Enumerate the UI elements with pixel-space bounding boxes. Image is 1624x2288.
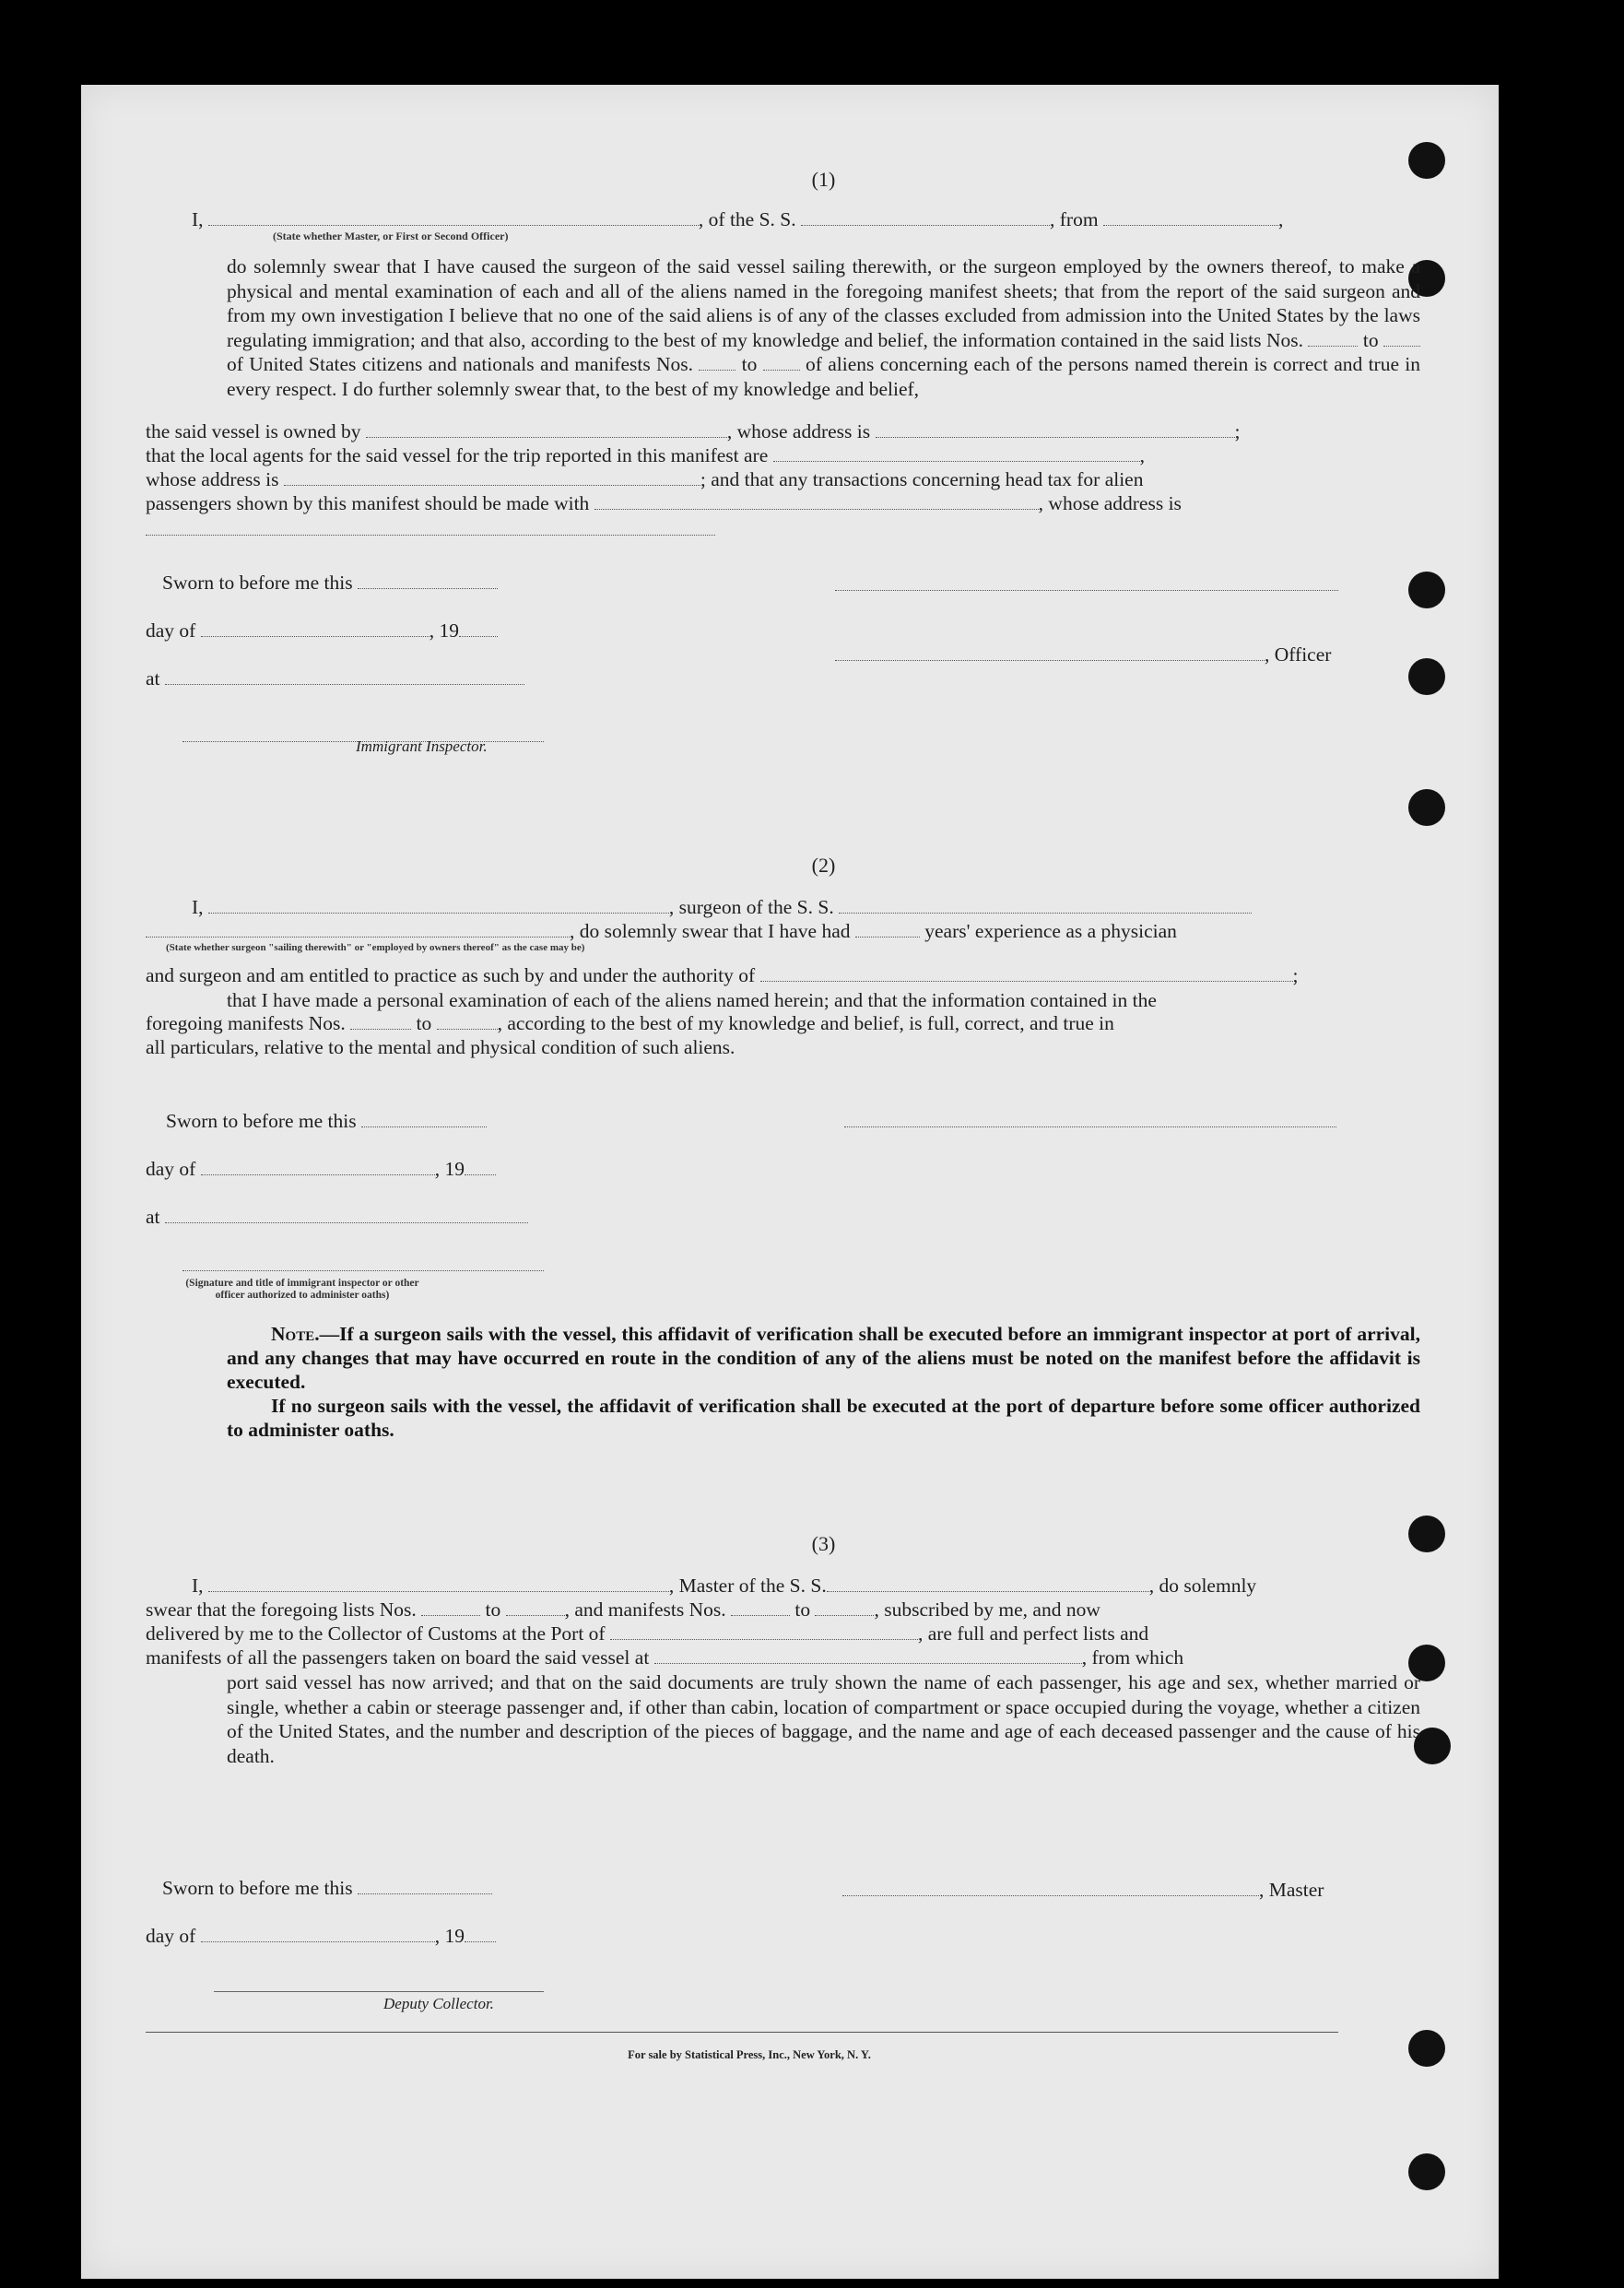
lists-line bbox=[146, 1598, 1100, 1622]
port-blank[interactable] bbox=[610, 1622, 918, 1640]
text: Sworn to before me this bbox=[166, 1110, 357, 1132]
text: swear that the foregoing lists Nos. bbox=[146, 1598, 417, 1621]
surgeon-status-blank[interactable] bbox=[146, 920, 570, 938]
at-blank[interactable] bbox=[165, 667, 524, 685]
manifests-from-blank[interactable] bbox=[350, 1012, 411, 1030]
text: the said vessel is owned by bbox=[146, 420, 361, 442]
text: at bbox=[146, 667, 160, 690]
vessel-name-blank[interactable] bbox=[801, 208, 1050, 226]
manifests-to-blank[interactable] bbox=[763, 353, 800, 371]
text: , do solemnly swear that I have had bbox=[570, 920, 851, 942]
year-blank[interactable] bbox=[459, 619, 498, 637]
section-number: (3) bbox=[811, 1532, 836, 1555]
sworn-line bbox=[162, 1877, 492, 1900]
text: , 19 bbox=[434, 1158, 465, 1180]
surgeon-name-blank[interactable] bbox=[208, 896, 669, 914]
officer-title-blank[interactable] bbox=[835, 643, 1265, 661]
text: If no surgeon sails with the vessel, the affidavit of verification shall be executed at the port of departure before some officer authorized to administer oaths. bbox=[227, 1395, 1420, 1441]
text: , bbox=[1139, 444, 1145, 466]
year-blank[interactable] bbox=[465, 1158, 496, 1175]
collector-caption: Deputy Collector. bbox=[383, 1995, 494, 2012]
agents-address-line bbox=[146, 468, 1143, 491]
master-signature-line bbox=[842, 1879, 1324, 1902]
footer-printer: For sale by Statistical Press, Inc., New York, N. Y. bbox=[628, 2048, 871, 2061]
at-blank[interactable] bbox=[165, 1206, 528, 1223]
text: , Master of the S. S. bbox=[668, 1574, 827, 1597]
agents-line bbox=[146, 444, 1145, 467]
boarded-line bbox=[146, 1646, 1183, 1669]
text: , whose address is bbox=[726, 420, 871, 442]
manifests-to-blank[interactable] bbox=[815, 1598, 874, 1616]
text: I, bbox=[192, 1574, 204, 1597]
text: to bbox=[1362, 328, 1379, 351]
examination-paragraph bbox=[227, 988, 1420, 1013]
text: , 19 bbox=[434, 1925, 465, 1947]
text: to bbox=[741, 353, 758, 375]
day-blank[interactable] bbox=[201, 619, 430, 637]
lists-to-blank[interactable] bbox=[1383, 329, 1420, 347]
lists-to-blank[interactable] bbox=[506, 1598, 565, 1616]
text: , Officer bbox=[1265, 643, 1332, 666]
footer-rule bbox=[146, 2032, 1338, 2033]
official-signature-blank[interactable] bbox=[182, 1254, 544, 1271]
master-line bbox=[192, 1574, 1256, 1598]
master-signature-blank[interactable] bbox=[842, 1879, 1259, 1896]
vessel-name-blank[interactable] bbox=[839, 896, 1252, 914]
master-name-blank[interactable] bbox=[208, 1574, 669, 1592]
manifests-from-blank[interactable] bbox=[699, 353, 736, 371]
text: , do solemnly bbox=[1148, 1574, 1257, 1597]
sworn-date-blank[interactable] bbox=[358, 1877, 492, 1894]
text: to bbox=[794, 1598, 811, 1621]
text: to bbox=[416, 1012, 432, 1034]
text: of aliens concerning each of the persons named therein is correct and true in every respect. I do further solemnly swear that, to the best of my knowledge and belief, bbox=[227, 353, 1421, 400]
text: that the local agents for the said vessel for the trip reported in this manifest are bbox=[146, 444, 769, 466]
text: delivered by me to the Collector of Customs at the Port of bbox=[146, 1622, 606, 1645]
owner-line bbox=[146, 420, 1240, 443]
inspector-caption: Immigrant Inspector. bbox=[356, 737, 488, 755]
officer-title-line bbox=[835, 643, 1331, 666]
text: I, bbox=[192, 896, 204, 918]
manifests-to-blank[interactable] bbox=[437, 1012, 498, 1030]
text: Sworn to before me this bbox=[162, 572, 353, 594]
head-tax-party-blank[interactable] bbox=[594, 492, 1039, 510]
punch-hole bbox=[1408, 2153, 1445, 2190]
surgeon-caption: (State whether surgeon "sailing therewith" or "employed by owners thereof" as the case may be) bbox=[166, 942, 585, 953]
from-blank[interactable] bbox=[1103, 208, 1278, 226]
text: —If a surgeon sails with the vessel, this affidavit of verification shall be executed before an immigrant inspector at port of arrival, and any changes that may have occurred en route in the condition of any of the aliens must be noted on the manifest before the affidavit is executed. bbox=[227, 1323, 1420, 1393]
text: , from which bbox=[1081, 1646, 1184, 1669]
text: , surgeon of the S. S. bbox=[668, 896, 834, 918]
authority-blank[interactable] bbox=[760, 964, 1293, 982]
text: , 19 bbox=[429, 619, 459, 642]
text: foregoing manifests Nos. bbox=[146, 1012, 346, 1034]
punch-hole bbox=[1408, 572, 1445, 608]
text: , bbox=[1277, 208, 1284, 230]
text: , and manifests Nos. bbox=[564, 1598, 726, 1621]
agents-address-blank[interactable] bbox=[284, 468, 700, 486]
lists-from-blank[interactable] bbox=[1308, 329, 1358, 347]
owner-address-blank[interactable] bbox=[876, 420, 1235, 438]
text: , from bbox=[1050, 208, 1099, 230]
officer-caption: (State whether Master, or First or Second Officer) bbox=[273, 230, 509, 242]
text: , are full and perfect lists and bbox=[917, 1622, 1149, 1645]
note-label: Note. bbox=[271, 1323, 320, 1345]
lists-from-blank[interactable] bbox=[421, 1598, 480, 1616]
text: passengers shown by this manifest should be made with bbox=[146, 492, 590, 514]
owner-blank[interactable] bbox=[366, 420, 727, 438]
sworn-line bbox=[162, 572, 498, 595]
text: manifests of all the passengers taken on board the said vessel at bbox=[146, 1646, 650, 1669]
agents-blank[interactable] bbox=[773, 444, 1140, 462]
day-blank[interactable] bbox=[201, 1158, 435, 1175]
text: , Master bbox=[1259, 1879, 1324, 1901]
year-blank[interactable] bbox=[465, 1925, 496, 1942]
text: at bbox=[146, 1206, 160, 1228]
text: , whose address is bbox=[1038, 492, 1182, 514]
section-number: (1) bbox=[811, 168, 836, 191]
text: of United States citizens and nationals and manifests Nos. bbox=[227, 353, 694, 375]
port-line bbox=[146, 1622, 1148, 1645]
text: years' experience as a physician bbox=[924, 920, 1177, 942]
note-paragraph-2 bbox=[227, 1394, 1420, 1442]
sworn-date-blank[interactable] bbox=[361, 1110, 487, 1127]
text: Sworn to before me this bbox=[162, 1877, 353, 1899]
text: I, bbox=[192, 208, 204, 230]
day-line bbox=[146, 619, 498, 643]
surgeon-line bbox=[192, 896, 1252, 919]
text: whose address is bbox=[146, 468, 279, 490]
officer-signature-blank[interactable] bbox=[835, 573, 1338, 591]
authority-line bbox=[146, 964, 1298, 987]
text: , according to the best of my knowledge and belief, is full, correct, and true in bbox=[497, 1012, 1114, 1034]
at-line bbox=[146, 1206, 528, 1229]
text: ; bbox=[1234, 420, 1241, 442]
sworn-line bbox=[166, 1110, 487, 1133]
head-tax-line bbox=[146, 492, 1182, 515]
day-line bbox=[146, 1158, 496, 1181]
day-line bbox=[146, 1925, 496, 1948]
officer-name-blank[interactable] bbox=[208, 208, 699, 226]
master-oath-paragraph: port said vessel has now arrived; and that on the said documents are truly shown the name of each passenger, his age and sex, whether married or single, whether a cabin or steerage passenger and, if other than cabin, location of compartment or space occupied during the voyage, whether a citizen of the United States, and the number and description of the pieces of baggage, and the name and age of each deceased passenger and the cause of his death. bbox=[227, 1671, 1420, 1767]
text: day of bbox=[146, 1158, 196, 1180]
day-blank[interactable] bbox=[201, 1925, 435, 1942]
oath-paragraph-1 bbox=[227, 254, 1420, 401]
officer-line bbox=[192, 208, 1283, 231]
sworn-date-blank[interactable] bbox=[358, 572, 498, 589]
punch-hole bbox=[1408, 789, 1445, 826]
punch-hole bbox=[1408, 658, 1445, 695]
manifests-line bbox=[146, 1012, 1114, 1035]
collector-signature-blank[interactable] bbox=[214, 1975, 544, 1992]
text: ; bbox=[1292, 964, 1299, 986]
signature-caption: (Signature and title of immigrant inspector or other officer authorized to administer oaths) bbox=[185, 1278, 419, 1301]
manifests-from-blank[interactable] bbox=[731, 1598, 790, 1616]
text: and surgeon and am entitled to practice as such by and under the authority of bbox=[146, 964, 756, 986]
text: , of the S. S. bbox=[698, 208, 796, 230]
at-line bbox=[146, 667, 524, 690]
form-page bbox=[81, 85, 1499, 2279]
head-tax-address-blank[interactable] bbox=[146, 518, 715, 536]
experience-line bbox=[146, 920, 1177, 943]
surgeon-signature-blank[interactable] bbox=[844, 1110, 1336, 1127]
boarding-port-blank[interactable] bbox=[654, 1646, 1082, 1664]
note-paragraph bbox=[227, 1322, 1420, 1394]
text: day of bbox=[146, 619, 196, 642]
years-blank[interactable] bbox=[855, 920, 920, 938]
text: do solemnly swear that I have caused the surgeon of the said vessel sailing therewith, or the surgeon employed by the owners thereof, to make a physical and mental examination of each and all of the aliens named in the foregoing manifest sheets; that from the report of the said surgeon and from my own investigation I believe that no one of the said aliens is of any of the classes excluded from admission into the United States by the laws regulating immigration; and that also, according to the best of my knowledge and belief, the information contained in the said lists Nos. bbox=[227, 255, 1420, 351]
text: , subscribed by me, and now bbox=[874, 1598, 1100, 1621]
text: to bbox=[485, 1598, 501, 1621]
particulars-line: all particulars, relative to the mental and physical condition of such aliens. bbox=[146, 1036, 736, 1058]
vessel-name-blank[interactable] bbox=[827, 1574, 1149, 1592]
section-number: (2) bbox=[811, 854, 836, 877]
text: that I have made a personal examination of each of the aliens named herein; and that the information contained in the bbox=[227, 989, 1157, 1011]
text: day of bbox=[146, 1925, 196, 1947]
text: ; and that any transactions concerning head tax for alien bbox=[700, 468, 1144, 490]
